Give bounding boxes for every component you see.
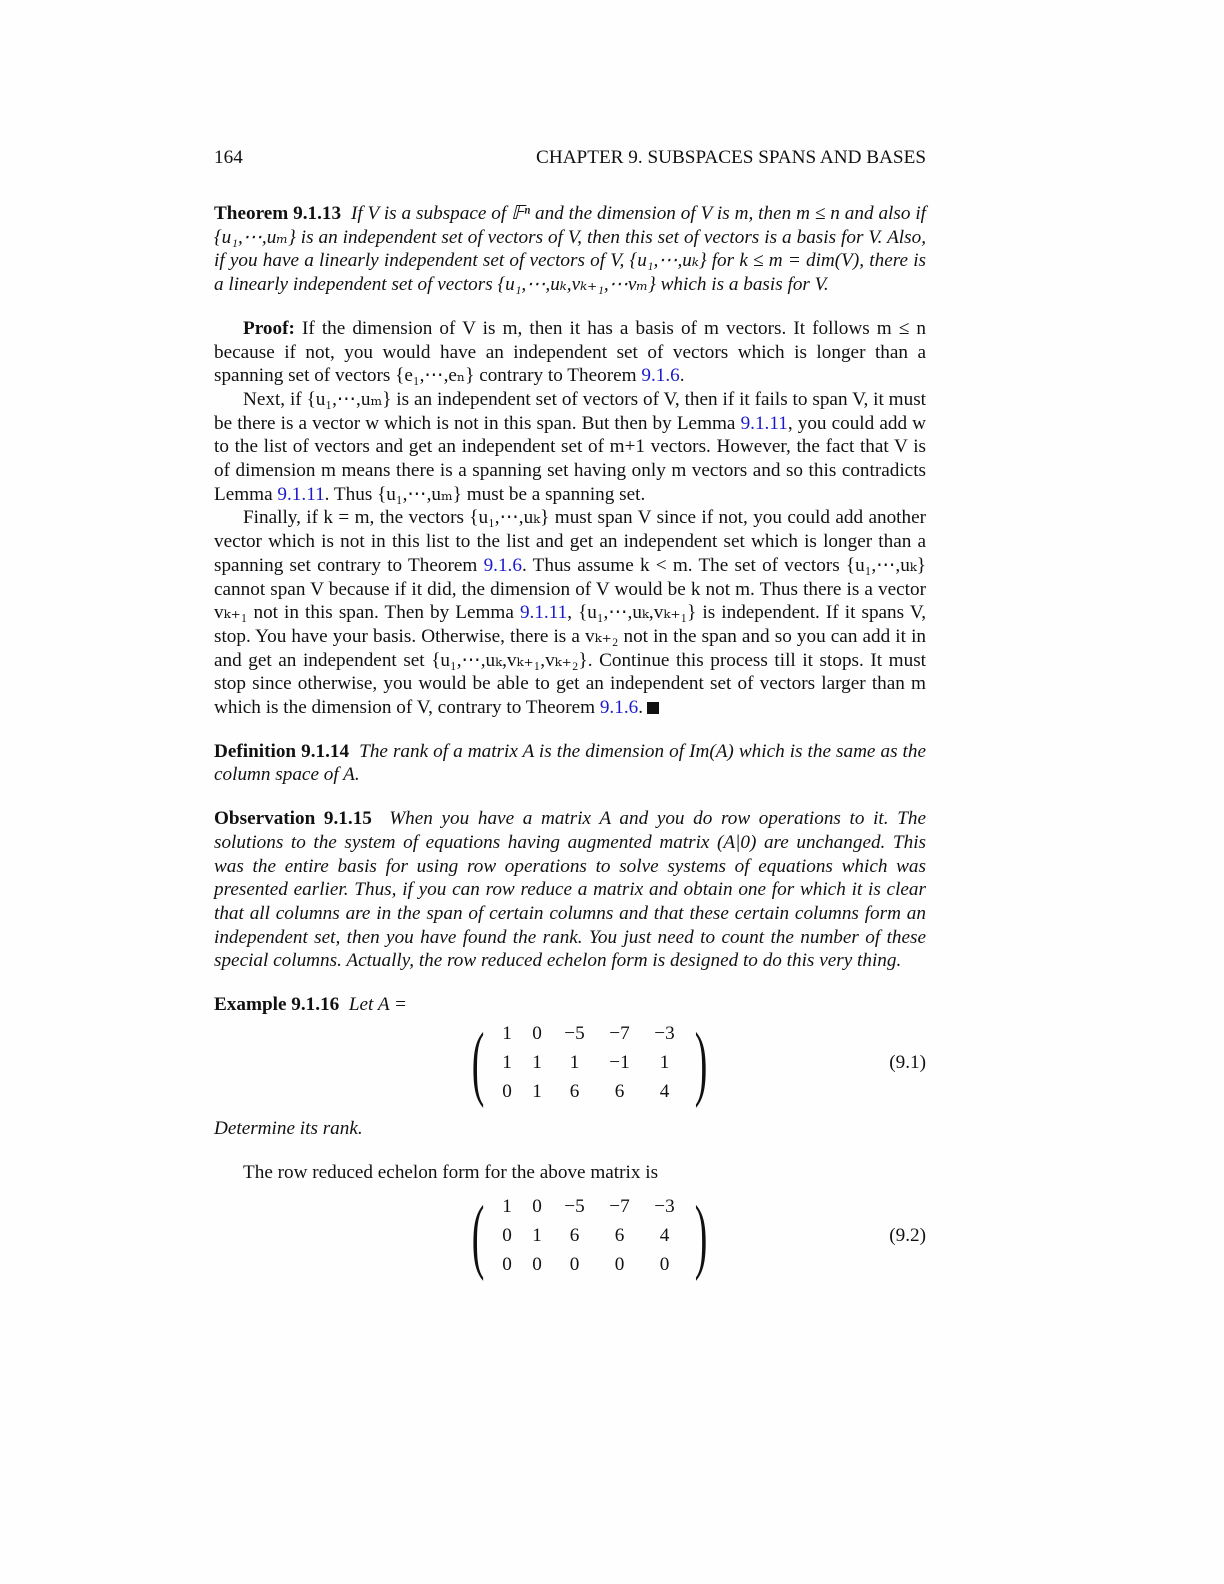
equation-9-2 [214,1189,926,1283]
page [214,146,926,1286]
matrix-entry: 0 [532,1254,542,1276]
definition-block [214,740,926,787]
matrix-entry: −1 [609,1051,630,1073]
rref-intro: The row reduced echelon form for the above matrix is [243,1161,659,1183]
matrix-entry: 1 [532,1225,542,1247]
theorem-ref-link[interactable]: 9.1.6 [641,365,680,387]
matrix-entry: 1 [502,1196,512,1218]
matrix-entry: 1 [569,1051,580,1073]
proof-paragraph-3: Finally, if k = m, the vectors {u₁,⋯,uₖ} must span V since if not, you could add another vector which is not in this list to the list and get an independent set which is longer than a spanning set contrary to Theorem 9.1.6. Thus assume k < m. The set of vectors {u₁,⋯,uₖ} cannot span V because if it did, the dimension of V would be k not m. Thus there is a vector vₖ₊₁ not in this span. Then by Lemma 9.1.11, {u₁,⋯,uₖ,vₖ₊₁} is independent. If it spans V, stop. You have your basis. Otherwise, there is a vₖ₊₂ not in the span and so you can add it in and get an independent set {u₁,⋯,uₖ,vₖ₊₁,vₖ₊₂}. Continue this process till it stops. It must stop since otherwise, you would be able to get an independent set of vectors larger than m which is the dimension of V, contrary to Theorem 9.1.6. [214,507,927,719]
matrix-entry: 0 [532,1022,542,1044]
right-paren: ) [694,1015,708,1109]
right-paren: ) [694,1189,708,1283]
theorem-ref-link[interactable]: 9.1.6 [599,697,639,719]
left-paren: ( [471,1015,485,1109]
equation-9-1 [214,1015,926,1109]
lemma-ref-link[interactable]: 9.1.11 [519,602,568,624]
lemma-ref-link[interactable]: 9.1.11 [740,412,788,434]
proof-label: Proof: [243,317,295,339]
matrix-a [464,1015,715,1109]
matrix-entry: 6 [569,1080,580,1102]
matrix-entry: 4 [659,1225,670,1247]
observation-label: Observation 9.1.15 [214,808,372,830]
observation-text: When you have a matrix A and you do row operations to it. The solutions to the system of equations having augmented matrix (A|0) are unchanged. This was the entire basis for using row operations to solve systems of equations which was presented earlier. Thus, if you can row reduce a matrix and obtain one for which it is clear that all columns are in the span of certain columns and that these certain columns form an independent set, then you have found the rank. You just need to count the number of these special columns. Actually, the row reduced echelon form is designed to do this very thing. [214,808,926,972]
page-header [214,146,926,172]
example-block [214,993,926,1017]
matrix-entry: −3 [654,1022,675,1044]
definition-text: The rank of a matrix A is the dimension of Im(A) which is the same as the column space of A. [214,740,927,786]
matrix-entry: 1 [502,1022,512,1044]
equation-number: (9.1) [889,1051,926,1073]
theorem-block [214,202,926,297]
matrix-entry: −5 [564,1196,585,1218]
lemma-ref-link[interactable]: 9.1.11 [277,483,325,505]
example-label: Example 9.1.16 [214,994,340,1016]
matrix-entry: 1 [659,1051,670,1073]
theorem-text: If V is a subspace of 𝔽ⁿ and the dimension of V is m, then m ≤ n and also if {u₁,⋯,uₘ} is an independent set of vectors of V, then this set of vectors is a basis for V. Also, if you have a linearly independent set of vectors of V, {u₁,⋯,uₖ} for k ≤ m = dim(V), there is a linearly independent set of vectors {u₁,⋯,uₖ,vₖ₊₁,⋯vₘ} which is a basis for V. [214,203,927,296]
example-question: Determine its rank. [214,1117,363,1139]
matrix-entry: 0 [502,1225,512,1247]
matrix-entry: 0 [614,1254,625,1276]
matrix-entry: −3 [654,1196,675,1218]
theorem-label: Theorem 9.1.13 [214,203,342,224]
example-intro: Let A = [348,994,407,1016]
matrix-entry: −7 [609,1022,630,1044]
matrix-entry: 0 [569,1254,580,1276]
matrix-entry: 1 [532,1080,542,1102]
matrix-entry: 0 [502,1254,512,1276]
qed-square-icon [647,702,659,714]
observation-block [214,807,926,973]
running-title: CHAPTER 9. SUBSPACES SPANS AND BASES [536,147,926,168]
definition-label: Definition 9.1.14 [214,740,350,762]
matrix-entry: 1 [502,1051,512,1073]
matrix-rref-entries [492,1195,687,1277]
page-number: 164 [214,147,243,168]
matrix-entry: −7 [609,1196,630,1218]
matrix-entry: 0 [502,1080,512,1102]
matrix-entry: −5 [564,1022,585,1044]
matrix-entry: 6 [614,1080,625,1102]
proof-paragraph-1: Proof: If the dimension of V is m, then it has a basis of m vectors. It follows m ≤ n because if not, you would have an independent set of vectors which is longer than a spanning set of vectors {e₁,⋯,eₙ} contrary to Theorem 9.1.6. [214,317,926,387]
matrix-a-entries [492,1022,687,1104]
matrix-entry: 4 [659,1080,670,1102]
matrix-entry: 6 [614,1225,625,1247]
matrix-entry: 0 [659,1254,670,1276]
left-paren: ( [471,1189,485,1283]
matrix-entry: 6 [569,1225,580,1247]
equation-number: (9.2) [889,1225,926,1247]
matrix-rref [464,1189,715,1283]
theorem-ref-link[interactable]: 9.1.6 [483,554,522,576]
proof-paragraph-2: Next, if {u₁,⋯,uₘ} is an independent set of vectors of V, then if it fails to span V, it must be there is a vector w which is not in this span. But then by Lemma 9.1.11, you could add w to the list of vectors and get an independent set of m+1 vectors. However, the fact that V is of dimension m means there is a spanning set having only m vectors and so this contradicts Lemma 9.1.11. Thus {u₁,⋯,uₘ} must be a spanning set. [214,388,926,505]
matrix-entry: 1 [532,1051,542,1073]
matrix-entry: 0 [532,1196,542,1218]
